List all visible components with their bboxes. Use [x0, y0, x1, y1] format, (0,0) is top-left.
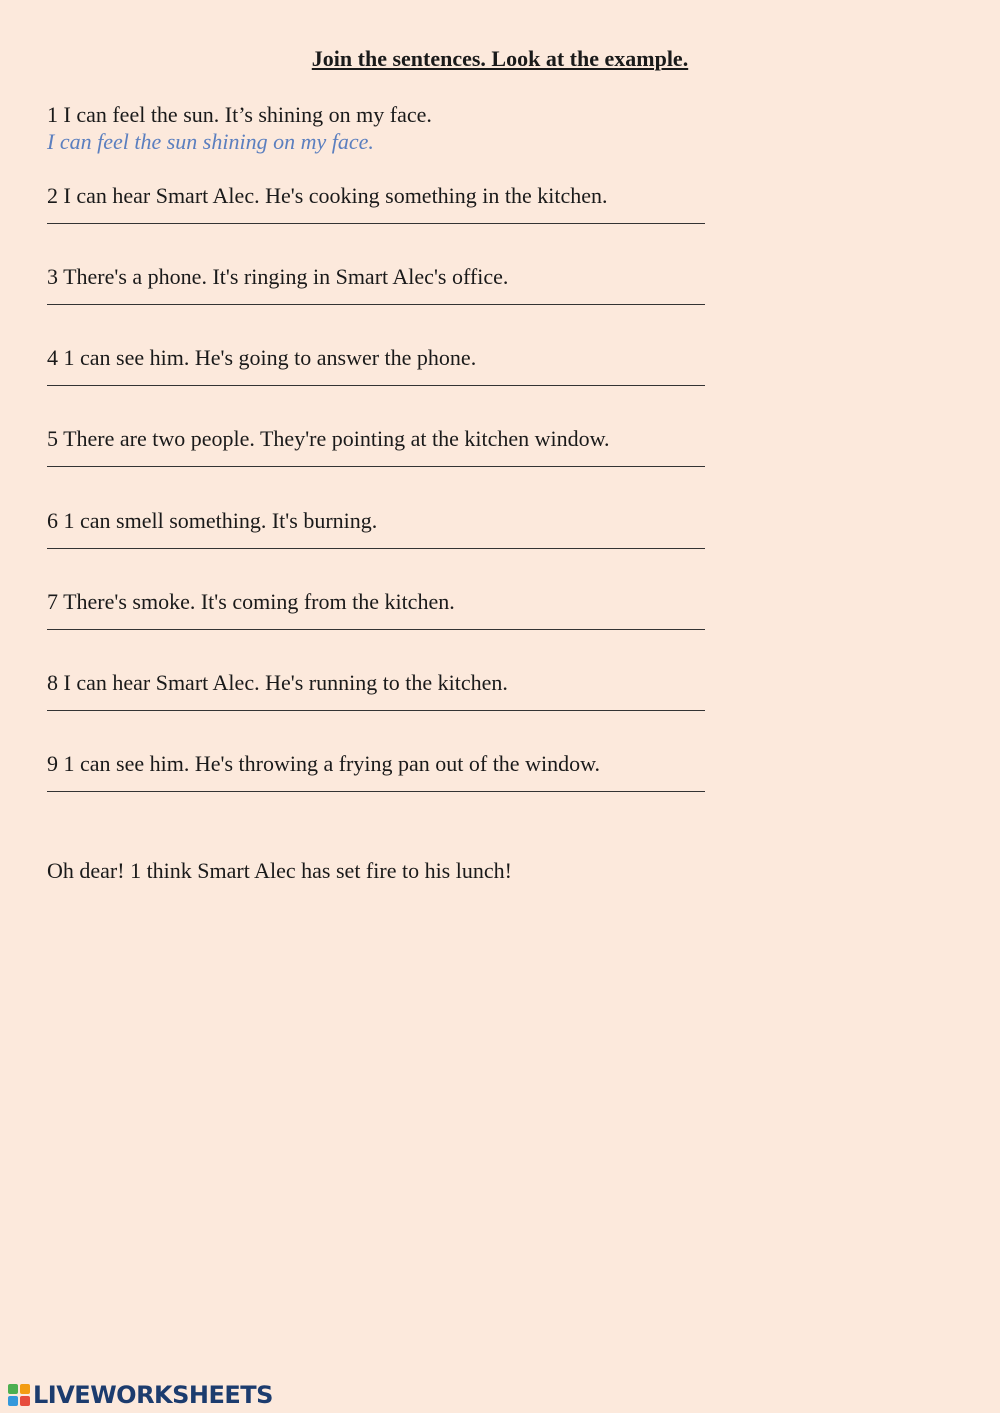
exercise-prompt: 7 There's smoke. It's coming from the kitchen.: [47, 589, 455, 614]
exercise-prompt: 8 I can hear Smart Alec. He's running to the kitchen.: [47, 670, 508, 695]
example-prompt: 1 I can feel the sun. It’s shining on my face.: [47, 102, 432, 127]
exercise-item-2: [47, 183, 747, 224]
liveworksheets-logo: [8, 1381, 273, 1409]
answer-input[interactable]: [47, 466, 705, 467]
exercise-prompt: 9 1 can see him. He's throwing a frying pan out of the window.: [47, 751, 601, 776]
exercise-prompt: 2 I can hear Smart Alec. He's cooking something in the kitchen.: [47, 183, 608, 208]
answer-input[interactable]: [47, 548, 705, 549]
exercise-prompt: 5 There are two people. They're pointing at the kitchen window.: [47, 426, 610, 451]
answer-input[interactable]: [47, 629, 705, 630]
example-answer: I can feel the sun shining on my face.: [47, 129, 374, 154]
exercise-item-9: [47, 751, 747, 792]
exercise-item-3: [47, 264, 747, 305]
exercise-item-4: [47, 345, 747, 386]
exercise-item-7: [47, 589, 747, 630]
closing-text: Oh dear! 1 think Smart Alec has set fire to his lunch!: [47, 858, 512, 883]
exercise-item-8: [47, 670, 747, 711]
exercise-item-6: [47, 508, 747, 549]
answer-input[interactable]: [47, 385, 705, 386]
answer-input[interactable]: [47, 791, 705, 792]
exercise-prompt: 4 1 can see him. He's going to answer the phone.: [47, 345, 477, 370]
answer-input[interactable]: [47, 223, 705, 224]
answer-input[interactable]: [47, 304, 705, 305]
exercise-item-5: [47, 426, 747, 467]
worksheet-title: Join the sentences. Look at the example.: [311, 46, 689, 71]
liveworksheets-logo-icon: [8, 1384, 30, 1406]
exercise-prompt: 6 1 can smell something. It's burning.: [47, 508, 378, 533]
exercise-prompt: 3 There's a phone. It's ringing in Smart Alec's office.: [47, 264, 509, 289]
example-item: [47, 102, 747, 155]
logo-text: LIVEWORKSHEETS: [33, 1381, 273, 1409]
answer-input[interactable]: [47, 710, 705, 711]
